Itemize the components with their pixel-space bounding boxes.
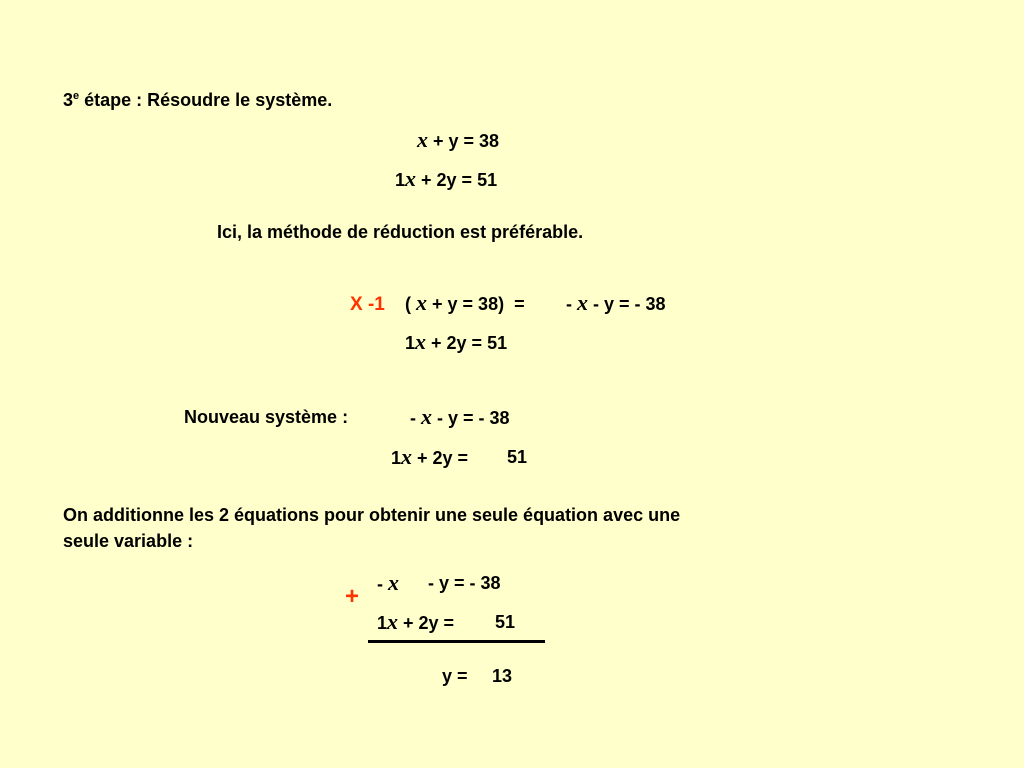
addition-equation1-rest: - y = - 38 bbox=[428, 573, 501, 593]
new-system-equation2: 1x + 2y = bbox=[391, 444, 469, 469]
system1-equation1: x + y = 38 bbox=[417, 127, 500, 152]
result-label: y = bbox=[442, 666, 468, 686]
multiply-result: - x - y = - 38 bbox=[566, 290, 666, 315]
sum-divider-line bbox=[368, 640, 545, 643]
addition-equation2: 1x + 2y = bbox=[377, 609, 455, 634]
addition-note-line1: On additionne les 2 équations pour obtenir une seule équation avec une bbox=[63, 505, 681, 525]
multiply-equation2: 1x + 2y = 51 bbox=[405, 329, 508, 354]
result-value: 13 bbox=[492, 666, 513, 686]
new-system-label: Nouveau système : bbox=[184, 407, 349, 427]
addition-note-line2: seule variable : bbox=[63, 531, 194, 551]
addition-equation1-x: - x bbox=[377, 570, 399, 595]
new-system-equation2-value: 51 bbox=[507, 447, 528, 467]
multiply-factor: X -1 bbox=[350, 294, 385, 315]
new-system-equation1: - x - y = - 38 bbox=[410, 404, 510, 429]
addition-equation2-value: 51 bbox=[495, 612, 516, 632]
plus-sign: + bbox=[345, 583, 360, 610]
step-heading: 3e étape : Résoudre le système. bbox=[63, 90, 333, 110]
method-note: Ici, la méthode de réduction est préférable. bbox=[217, 222, 584, 242]
system1-equation2: 1x + 2y = 51 bbox=[395, 166, 498, 191]
multiply-equation: ( x + y = 38) = bbox=[405, 290, 525, 315]
